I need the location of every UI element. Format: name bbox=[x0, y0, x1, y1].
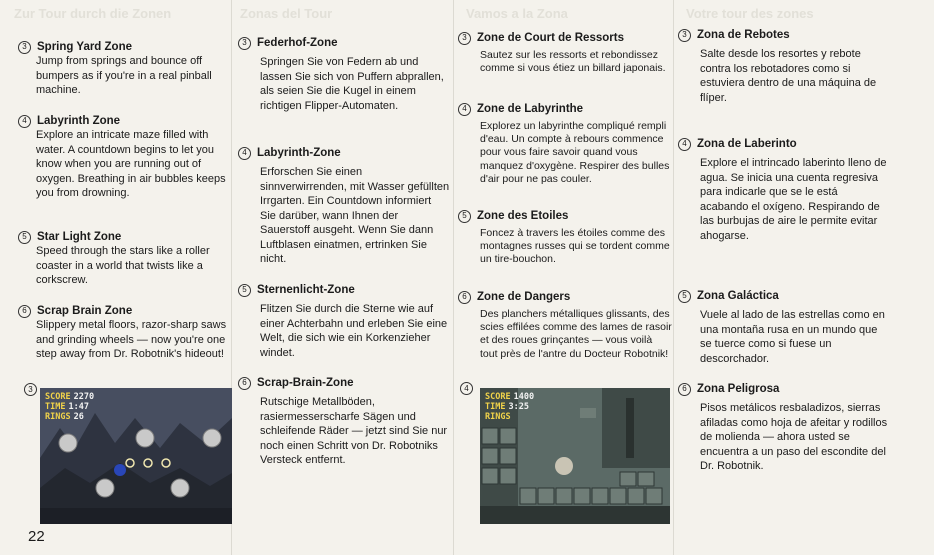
zone-description: Erforschen Sie einen sinnverwirrenden, mit Wasser gefüllten Irrgarten. Ein Countdown informiert Sie darüber, wann Ihnen der Sauerstoff ausgeht. Wenn Sie dann Luftblasen einatmen, ertrinken Sie nicht. bbox=[260, 166, 450, 265]
zone-entry bbox=[678, 28, 888, 105]
zone-description: Explore an intricate maze filled with water. A countdown begins to let you know when you are running out of oxygen. Breathing in air bubbles keeps you from drowning. bbox=[36, 129, 226, 199]
zone-description: Flitzen Sie durch die Sterne wie auf einer Achterbahn und erleben Sie eine Welt, die sich wie ein Korkenzieher windet. bbox=[260, 303, 448, 359]
hud bbox=[485, 392, 534, 422]
zone-description: Rutschige Metallböden, rasiermesserscharfe Sägen und schleifende Räder — jetzt sind Sie nur noch einen Schritt von Dr. Robotniks Versteck entfernt. bbox=[260, 396, 448, 466]
number-badge: 4 bbox=[18, 115, 31, 128]
zone-description: Jump from springs and bounce off bumpers as if you're in a real pinball machine. bbox=[36, 55, 212, 96]
zone-entry bbox=[18, 40, 228, 98]
zone-description: Slippery metal floors, razor-sharp saws and grinding wheels — now you're one step away from Dr. Robotnik's hideout! bbox=[36, 319, 227, 360]
german-column bbox=[232, 0, 454, 555]
number-badge: 6 bbox=[458, 291, 471, 304]
hud-time: 3:25 bbox=[508, 402, 529, 412]
zone-entry bbox=[678, 137, 888, 243]
zone-title: Spring Yard Zone bbox=[37, 41, 132, 53]
number-badge: 6 bbox=[678, 383, 691, 396]
zone-title: Scrap Brain Zone bbox=[37, 305, 133, 317]
number-badge: 3 bbox=[678, 29, 691, 42]
zone-description: Salte desde los resortes y rebote contra los rebotadores como si estuviera dentro de una máquina de flíper. bbox=[700, 48, 877, 104]
zone-entry bbox=[238, 146, 450, 267]
page-number: 22 bbox=[28, 528, 45, 545]
number-badge: 4 bbox=[678, 138, 691, 151]
zone-entry bbox=[238, 283, 450, 360]
zone-entry bbox=[458, 290, 672, 361]
number-badge: 4 bbox=[458, 103, 471, 116]
zone-description: Springen Sie von Federn ab und lassen Sie sich von Puffern abprallen, als seien Sie die Kugel in einem richtigen Flipper-Automaten. bbox=[260, 56, 444, 112]
zone-title: Zona Galáctica bbox=[697, 290, 779, 302]
zone-title: Zona Peligrosa bbox=[697, 383, 780, 395]
screenshot-number-badge: 3 bbox=[24, 383, 37, 396]
ghost-heading: Zur Tour durch die Zonen bbox=[14, 6, 172, 21]
number-badge: 3 bbox=[458, 32, 471, 45]
zone-entry bbox=[238, 36, 450, 113]
zone-description: Explore el intrincado laberinto lleno de agua. Se inicia una cuenta regresiva para indicarle que se le está acabando el oxígeno. Respirando de las burbujas de aire le permite evitar ahogarse. bbox=[700, 157, 887, 242]
zone-entry bbox=[458, 102, 672, 186]
ghost-heading: Votre tour des zones bbox=[686, 6, 814, 21]
number-badge: 6 bbox=[238, 377, 251, 390]
hud-label: SCORE bbox=[485, 392, 511, 402]
zone-entry bbox=[18, 304, 228, 362]
hud-label: RINGS bbox=[485, 412, 511, 422]
ghost-heading: Vamos a la Zona bbox=[466, 6, 568, 21]
zone-description: Pisos metálicos resbaladizos, sierras afiladas como hoja de afeitar y rodillos de molienda — ahora usted se encuentra a un paso del escondite del Dr. Robotnik. bbox=[700, 402, 888, 472]
zone-title: Zone des Etoiles bbox=[477, 210, 569, 222]
zone-description: Des planchers métalliques glissants, des scies effilées comme des lames de rasoir et des roues grinçantes — vous voilà tout près de l'antre du Docteur Robotnik! bbox=[480, 308, 672, 360]
english-column bbox=[0, 0, 232, 555]
zone-entry bbox=[458, 209, 672, 267]
number-badge: 6 bbox=[18, 305, 31, 318]
screenshot-number-badge: 4 bbox=[460, 382, 473, 395]
spring-yard-screenshot bbox=[40, 388, 232, 524]
hud-time: 1:47 bbox=[68, 402, 89, 412]
labyrinth-screenshot bbox=[480, 388, 670, 524]
number-badge: 5 bbox=[678, 290, 691, 303]
zone-description: Vuele al lado de las estrellas como en una montaña rusa en un mundo que se tuerce como si fuese un descorchador. bbox=[700, 309, 885, 365]
number-badge: 4 bbox=[238, 147, 251, 160]
number-badge: 5 bbox=[18, 231, 31, 244]
zone-entry bbox=[678, 289, 888, 366]
number-badge: 3 bbox=[238, 37, 251, 50]
zone-entry bbox=[458, 31, 672, 75]
zone-title: Zona de Rebotes bbox=[697, 29, 790, 41]
zone-title: Sternenlicht-Zone bbox=[257, 284, 355, 296]
hud-label: TIME bbox=[485, 402, 506, 412]
zone-entry bbox=[18, 114, 228, 201]
zone-description: Foncez à travers les étoiles comme des montagnes russes qui se tordent comme un tire-bouchon. bbox=[480, 227, 670, 266]
hud-label: TIME bbox=[45, 402, 66, 412]
number-badge: 5 bbox=[238, 284, 251, 297]
zone-entry bbox=[678, 382, 888, 474]
hud-label: RINGS bbox=[45, 412, 71, 422]
zone-description: Sautez sur les ressorts et rebondissez comme si vous étiez un billard japonais. bbox=[480, 49, 666, 75]
hud-label: SCORE bbox=[45, 392, 71, 402]
zone-title: Labyrinth-Zone bbox=[257, 147, 341, 159]
zone-title: Zone de Dangers bbox=[477, 291, 571, 303]
hud-rings: 26 bbox=[73, 412, 84, 422]
zone-title: Star Light Zone bbox=[37, 231, 122, 243]
zone-entry bbox=[238, 376, 450, 468]
hud bbox=[45, 392, 94, 422]
zone-description: Speed through the stars like a roller coaster in a world that twists like a corkscrew. bbox=[36, 245, 210, 286]
zone-entry bbox=[18, 230, 228, 288]
zone-title: Scrap-Brain-Zone bbox=[257, 377, 354, 389]
hud-score: 1400 bbox=[513, 392, 535, 402]
zone-title: Federhof-Zone bbox=[257, 37, 338, 49]
number-badge: 5 bbox=[458, 210, 471, 223]
zone-title: Labyrinth Zone bbox=[37, 115, 121, 127]
spanish-column bbox=[674, 0, 934, 555]
zone-title: Zone de Court de Ressorts bbox=[477, 32, 624, 44]
french-column bbox=[454, 0, 674, 555]
ghost-heading: Zonas del Tour bbox=[240, 6, 333, 21]
hud-score: 2270 bbox=[73, 392, 95, 402]
zone-description: Explorez un labyrinthe compliqué rempli d'eau. Un compte à rebours commence pour vous faire savoir quand vous manquez d'oxygène. Respirer des bulles d'air pour ne pas couler. bbox=[480, 120, 670, 185]
number-badge: 3 bbox=[18, 41, 31, 54]
zone-title: Zone de Labyrinthe bbox=[477, 103, 584, 115]
zone-title: Zona de Laberinto bbox=[697, 138, 797, 150]
